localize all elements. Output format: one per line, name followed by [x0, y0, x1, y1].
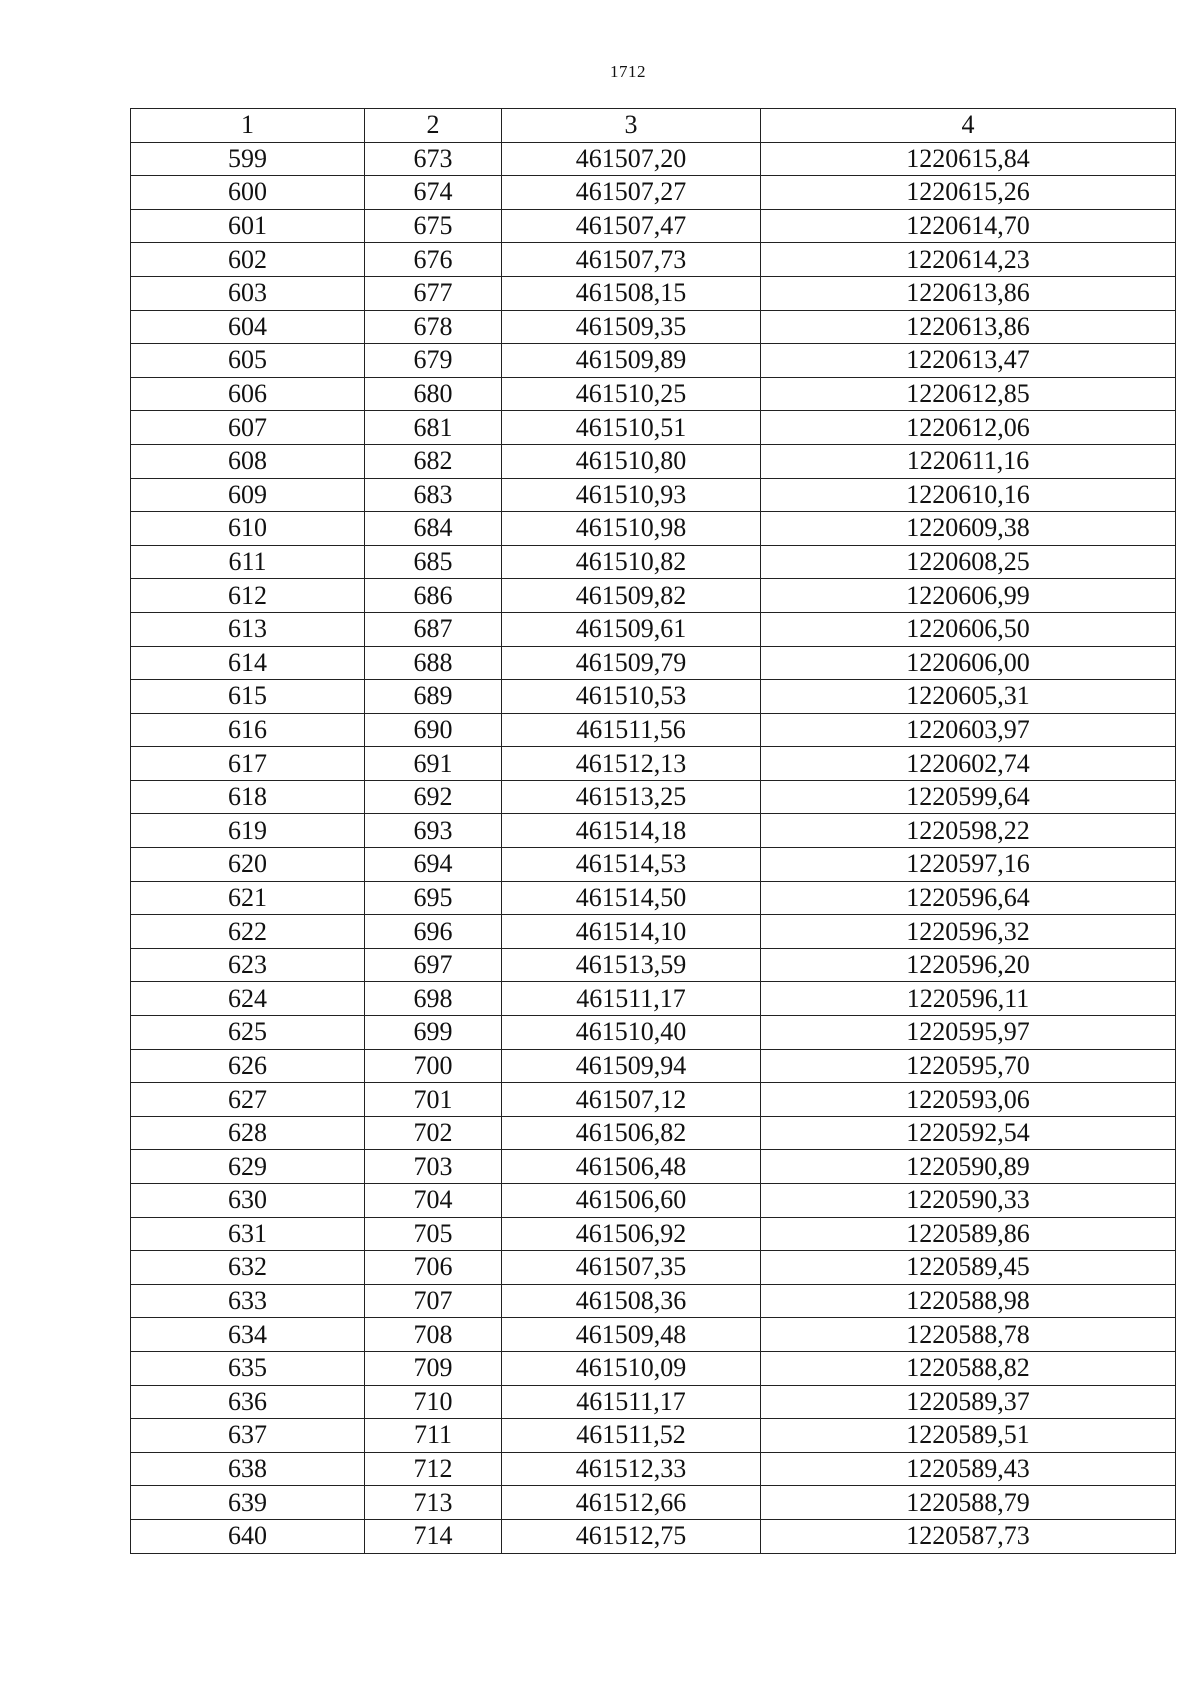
table-cell-col-1: 620: [131, 848, 365, 882]
table-cell-col-4: 1220590,33: [761, 1184, 1176, 1218]
table-cell-col-4: 1220603,97: [761, 713, 1176, 747]
table-header: [131, 109, 1176, 143]
table-cell-col-1: 621: [131, 881, 365, 915]
table-row: [131, 612, 1176, 646]
table-row: [131, 1519, 1176, 1553]
table-cell-col-4: 1220613,86: [761, 310, 1176, 344]
table-cell-col-2: 675: [365, 209, 502, 243]
table-cell-col-4: 1220588,79: [761, 1486, 1176, 1520]
table-cell-col-1: 616: [131, 713, 365, 747]
table-row: [131, 1184, 1176, 1218]
table-row: [131, 1452, 1176, 1486]
table-cell-col-2: 697: [365, 948, 502, 982]
table-cell-col-1: 637: [131, 1419, 365, 1453]
table-cell-col-1: 610: [131, 512, 365, 546]
table-cell-col-3: 461507,35: [502, 1251, 761, 1285]
table-cell-col-2: 680: [365, 377, 502, 411]
table-row: [131, 948, 1176, 982]
table-row: [131, 1016, 1176, 1050]
table-cell-col-4: 1220613,47: [761, 344, 1176, 378]
table-row: [131, 1385, 1176, 1419]
table-row: [131, 780, 1176, 814]
table-cell-col-2: 684: [365, 512, 502, 546]
table-cell-col-4: 1220614,70: [761, 209, 1176, 243]
table-cell-col-4: 1220589,43: [761, 1452, 1176, 1486]
table-cell-col-1: 608: [131, 444, 365, 478]
table-cell-col-1: 634: [131, 1318, 365, 1352]
table-cell-col-1: 613: [131, 612, 365, 646]
table-cell-col-2: 699: [365, 1016, 502, 1050]
table-cell-col-2: 695: [365, 881, 502, 915]
table-row: [131, 747, 1176, 781]
table-row: [131, 646, 1176, 680]
table-cell-col-2: 704: [365, 1184, 502, 1218]
table-cell-col-1: 632: [131, 1251, 365, 1285]
table-cell-col-2: 701: [365, 1083, 502, 1117]
table-cell-col-2: 712: [365, 1452, 502, 1486]
table-cell-col-3: 461512,75: [502, 1519, 761, 1553]
table-cell-col-4: 1220596,64: [761, 881, 1176, 915]
table-cell-col-1: 629: [131, 1150, 365, 1184]
table-row: [131, 176, 1176, 210]
table-cell-col-1: 617: [131, 747, 365, 781]
table-cell-col-2: 686: [365, 579, 502, 613]
table-cell-col-2: 694: [365, 848, 502, 882]
table-cell-col-3: 461513,59: [502, 948, 761, 982]
table-row: [131, 1116, 1176, 1150]
table-cell-col-2: 700: [365, 1049, 502, 1083]
coordinates-table: [130, 108, 1176, 1554]
table-cell-col-3: 461506,92: [502, 1217, 761, 1251]
table-cell-col-3: 461507,73: [502, 243, 761, 277]
table-cell-col-1: 607: [131, 411, 365, 445]
table-cell-col-3: 461507,12: [502, 1083, 761, 1117]
table-cell-col-1: 639: [131, 1486, 365, 1520]
table-cell-col-1: 619: [131, 814, 365, 848]
table-cell-col-2: 673: [365, 142, 502, 176]
table-row: [131, 344, 1176, 378]
table-row: [131, 377, 1176, 411]
table-cell-col-1: 636: [131, 1385, 365, 1419]
table-cell-col-4: 1220588,98: [761, 1284, 1176, 1318]
table-cell-col-3: 461511,52: [502, 1419, 761, 1453]
table-cell-col-1: 622: [131, 915, 365, 949]
table-cell-col-4: 1220606,00: [761, 646, 1176, 680]
table-cell-col-3: 461510,51: [502, 411, 761, 445]
table-cell-col-4: 1220606,50: [761, 612, 1176, 646]
table-cell-col-4: 1220599,64: [761, 780, 1176, 814]
table-row: [131, 1419, 1176, 1453]
column-header-3: 3: [502, 109, 761, 143]
table-cell-col-1: 630: [131, 1184, 365, 1218]
table-cell-col-1: 611: [131, 545, 365, 579]
table-cell-col-4: 1220589,86: [761, 1217, 1176, 1251]
table-cell-col-3: 461510,25: [502, 377, 761, 411]
table-cell-col-2: 711: [365, 1419, 502, 1453]
header-row: [131, 109, 1176, 143]
table-cell-col-2: 691: [365, 747, 502, 781]
table-row: [131, 579, 1176, 613]
table-cell-col-1: 640: [131, 1519, 365, 1553]
table-cell-col-1: 631: [131, 1217, 365, 1251]
table-row: [131, 310, 1176, 344]
table-cell-col-1: 633: [131, 1284, 365, 1318]
table-cell-col-3: 461509,35: [502, 310, 761, 344]
table-cell-col-1: 603: [131, 276, 365, 310]
table-cell-col-1: 624: [131, 982, 365, 1016]
table-row: [131, 1351, 1176, 1385]
table-cell-col-2: 692: [365, 780, 502, 814]
table-cell-col-3: 461512,66: [502, 1486, 761, 1520]
table-cell-col-1: 618: [131, 780, 365, 814]
table-cell-col-1: 602: [131, 243, 365, 277]
table-cell-col-3: 461509,94: [502, 1049, 761, 1083]
table-cell-col-1: 600: [131, 176, 365, 210]
table-cell-col-2: 705: [365, 1217, 502, 1251]
table-cell-col-1: 605: [131, 344, 365, 378]
table-row: [131, 1318, 1176, 1352]
table-cell-col-4: 1220589,37: [761, 1385, 1176, 1419]
table-cell-col-3: 461511,17: [502, 982, 761, 1016]
table-row: [131, 1486, 1176, 1520]
table-cell-col-3: 461508,15: [502, 276, 761, 310]
table-cell-col-2: 710: [365, 1385, 502, 1419]
table-cell-col-3: 461507,20: [502, 142, 761, 176]
table-cell-col-1: 614: [131, 646, 365, 680]
table-cell-col-2: 698: [365, 982, 502, 1016]
table-cell-col-2: 683: [365, 478, 502, 512]
table-cell-col-3: 461509,79: [502, 646, 761, 680]
table-row: [131, 1217, 1176, 1251]
table-cell-col-3: 461506,82: [502, 1116, 761, 1150]
table-cell-col-3: 461508,36: [502, 1284, 761, 1318]
table-cell-col-2: 678: [365, 310, 502, 344]
table-cell-col-2: 706: [365, 1251, 502, 1285]
table-row: [131, 1251, 1176, 1285]
table-row: [131, 411, 1176, 445]
table-cell-col-4: 1220605,31: [761, 680, 1176, 714]
table-cell-col-3: 461514,50: [502, 881, 761, 915]
table-cell-col-3: 461511,56: [502, 713, 761, 747]
table-cell-col-3: 461510,93: [502, 478, 761, 512]
table-cell-col-3: 461507,47: [502, 209, 761, 243]
table-row: [131, 444, 1176, 478]
table-cell-col-4: 1220588,82: [761, 1351, 1176, 1385]
table-cell-col-4: 1220595,97: [761, 1016, 1176, 1050]
table-cell-col-2: 685: [365, 545, 502, 579]
table-cell-col-1: 599: [131, 142, 365, 176]
table-row: [131, 512, 1176, 546]
table-cell-col-4: 1220602,74: [761, 747, 1176, 781]
table-cell-col-3: 461510,80: [502, 444, 761, 478]
table-row: [131, 243, 1176, 277]
table-cell-col-3: 461512,13: [502, 747, 761, 781]
table-cell-col-2: 690: [365, 713, 502, 747]
table-cell-col-1: 623: [131, 948, 365, 982]
table-cell-col-3: 461509,61: [502, 612, 761, 646]
table-row: [131, 1284, 1176, 1318]
table-cell-col-4: 1220596,32: [761, 915, 1176, 949]
table-cell-col-1: 615: [131, 680, 365, 714]
table-cell-col-4: 1220609,38: [761, 512, 1176, 546]
table-cell-col-1: 627: [131, 1083, 365, 1117]
table-row: [131, 848, 1176, 882]
table-cell-col-1: 606: [131, 377, 365, 411]
table-cell-col-3: 461507,27: [502, 176, 761, 210]
table-row: [131, 982, 1176, 1016]
table-cell-col-3: 461510,40: [502, 1016, 761, 1050]
table-cell-col-2: 693: [365, 814, 502, 848]
table-cell-col-1: 628: [131, 1116, 365, 1150]
table-row: [131, 142, 1176, 176]
table-cell-col-3: 461509,82: [502, 579, 761, 613]
table-cell-col-1: 635: [131, 1351, 365, 1385]
table-cell-col-3: 461513,25: [502, 780, 761, 814]
table-cell-col-2: 703: [365, 1150, 502, 1184]
table-cell-col-1: 626: [131, 1049, 365, 1083]
table-cell-col-4: 1220592,54: [761, 1116, 1176, 1150]
table-cell-col-2: 677: [365, 276, 502, 310]
table-cell-col-4: 1220612,85: [761, 377, 1176, 411]
table-cell-col-3: 461510,53: [502, 680, 761, 714]
column-header-4: 4: [761, 109, 1176, 143]
table-row: [131, 545, 1176, 579]
column-header-1: 1: [131, 109, 365, 143]
table-cell-col-3: 461509,48: [502, 1318, 761, 1352]
table-cell-col-3: 461514,18: [502, 814, 761, 848]
table-cell-col-4: 1220596,20: [761, 948, 1176, 982]
table-cell-col-1: 638: [131, 1452, 365, 1486]
table-cell-col-1: 604: [131, 310, 365, 344]
table-cell-col-3: 461514,10: [502, 915, 761, 949]
table-cell-col-3: 461512,33: [502, 1452, 761, 1486]
table-cell-col-3: 461506,48: [502, 1150, 761, 1184]
table-cell-col-3: 461510,09: [502, 1351, 761, 1385]
table-cell-col-4: 1220596,11: [761, 982, 1176, 1016]
table-cell-col-4: 1220588,78: [761, 1318, 1176, 1352]
table-cell-col-1: 612: [131, 579, 365, 613]
table-cell-col-2: 681: [365, 411, 502, 445]
table-cell-col-4: 1220595,70: [761, 1049, 1176, 1083]
table-cell-col-3: 461514,53: [502, 848, 761, 882]
table-cell-col-2: 682: [365, 444, 502, 478]
table-cell-col-3: 461510,98: [502, 512, 761, 546]
table-cell-col-4: 1220589,45: [761, 1251, 1176, 1285]
table-cell-col-2: 674: [365, 176, 502, 210]
table-row: [131, 915, 1176, 949]
column-header-2: 2: [365, 109, 502, 143]
table-cell-col-4: 1220611,16: [761, 444, 1176, 478]
table-body: [131, 142, 1176, 1553]
table-cell-col-1: 601: [131, 209, 365, 243]
table-row: [131, 478, 1176, 512]
table-cell-col-4: 1220598,22: [761, 814, 1176, 848]
table-row: [131, 881, 1176, 915]
table-cell-col-3: 461510,82: [502, 545, 761, 579]
table-cell-col-4: 1220613,86: [761, 276, 1176, 310]
table-cell-col-4: 1220597,16: [761, 848, 1176, 882]
table-row: [131, 1083, 1176, 1117]
table-cell-col-4: 1220587,73: [761, 1519, 1176, 1553]
table-cell-col-2: 714: [365, 1519, 502, 1553]
table-cell-col-4: 1220608,25: [761, 545, 1176, 579]
table-cell-col-4: 1220593,06: [761, 1083, 1176, 1117]
table-row: [131, 680, 1176, 714]
page-number: 1712: [610, 62, 646, 81]
table-cell-col-4: 1220612,06: [761, 411, 1176, 445]
table-cell-col-4: 1220606,99: [761, 579, 1176, 613]
table-cell-col-2: 676: [365, 243, 502, 277]
table-cell-col-4: 1220615,26: [761, 176, 1176, 210]
table-cell-col-2: 707: [365, 1284, 502, 1318]
table-cell-col-2: 708: [365, 1318, 502, 1352]
table-row: [131, 814, 1176, 848]
table-cell-col-3: 461511,17: [502, 1385, 761, 1419]
table-row: [131, 713, 1176, 747]
table-cell-col-4: 1220614,23: [761, 243, 1176, 277]
table-cell-col-4: 1220589,51: [761, 1419, 1176, 1453]
table-cell-col-2: 709: [365, 1351, 502, 1385]
table-row: [131, 276, 1176, 310]
table-cell-col-2: 689: [365, 680, 502, 714]
table-row: [131, 1150, 1176, 1184]
table-cell-col-4: 1220610,16: [761, 478, 1176, 512]
table-cell-col-3: 461506,60: [502, 1184, 761, 1218]
table-cell-col-2: 688: [365, 646, 502, 680]
table-cell-col-2: 679: [365, 344, 502, 378]
table-row: [131, 1049, 1176, 1083]
table-cell-col-2: 687: [365, 612, 502, 646]
table-cell-col-4: 1220590,89: [761, 1150, 1176, 1184]
table-cell-col-3: 461509,89: [502, 344, 761, 378]
table-cell-col-2: 702: [365, 1116, 502, 1150]
table-cell-col-4: 1220615,84: [761, 142, 1176, 176]
table-cell-col-1: 609: [131, 478, 365, 512]
table-cell-col-2: 713: [365, 1486, 502, 1520]
table-row: [131, 209, 1176, 243]
table-cell-col-1: 625: [131, 1016, 365, 1050]
table-cell-col-2: 696: [365, 915, 502, 949]
